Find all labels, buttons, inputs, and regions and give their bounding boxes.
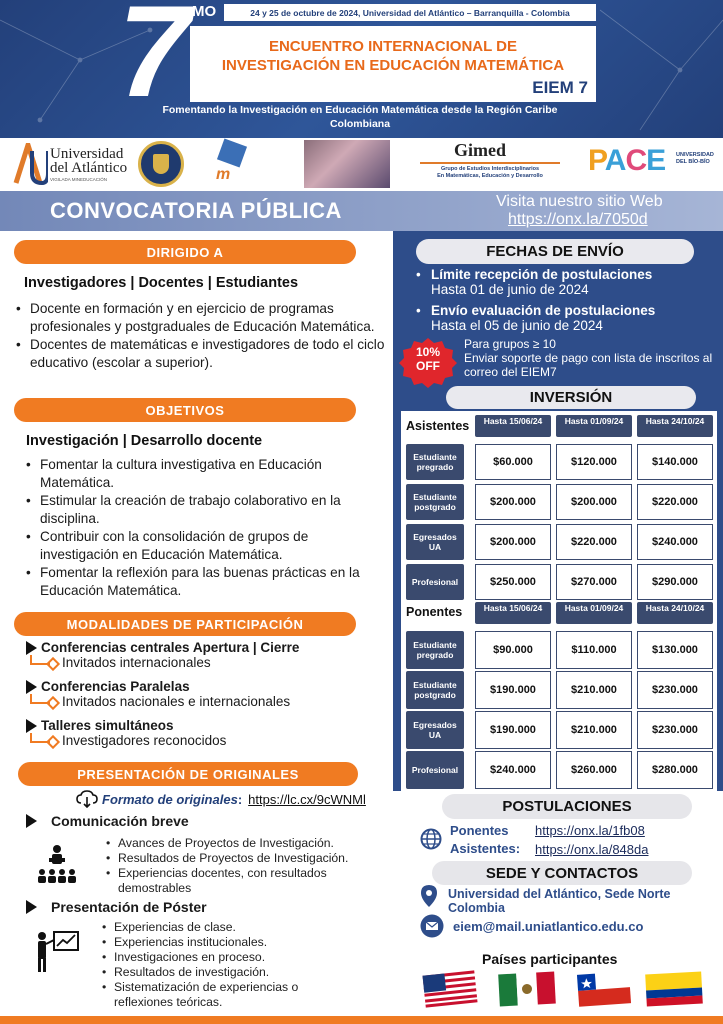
gimed-logo (420, 140, 560, 186)
gimed-sub1: Grupo de Estudios Interdisciplinarios (440, 166, 540, 172)
price-cell: $240.000 (475, 751, 551, 789)
uniatlantico-logo (12, 143, 130, 185)
list-item: • Experiencias institucionales. (100, 935, 360, 950)
row-label: Estudiante postgrado (406, 671, 464, 709)
list-item: • Resultados de Proyectos de Investigación. (104, 851, 394, 866)
price-cell: $60.000 (475, 444, 551, 480)
header-banner (0, 0, 723, 138)
fechas-header: FECHAS DE ENVÍO (416, 239, 694, 264)
list-item: • Fomentar la cultura investigativa en Educación Matemática. (24, 456, 374, 492)
list-item: • Sistematización de experiencias o reflexiones teóricas. (100, 980, 360, 1010)
convocatoria-title: CONVOCATORIA PÚBLICA (50, 198, 342, 223)
row-label: Egresados UA (406, 524, 464, 560)
objetivos-header: OBJETIVOS (14, 398, 356, 422)
price-cell: $280.000 (637, 751, 713, 789)
price-cell: $210.000 (556, 671, 632, 709)
asistentes-link-label: Asistentes: (450, 841, 521, 856)
price-cell: $260.000 (556, 751, 632, 789)
event-title-line2: INVESTIGACIÓN EN EDUCACIÓN MATEMÁTICA (221, 57, 565, 74)
modalidad-sub: Investigadores reconocidos (62, 733, 227, 748)
price-cell: $250.000 (475, 564, 551, 600)
formato-row: Formato de originales : https://lc.cx/9cWNMl (76, 790, 366, 808)
triangle-bullet-icon (26, 900, 37, 914)
uniatlantico-line2: del Atlántico (50, 160, 128, 176)
price-cell: $190.000 (475, 711, 551, 749)
edition-number: 7 (118, 0, 191, 124)
event-title-box (190, 26, 596, 102)
sponsor-logos (0, 138, 723, 190)
ponentes-link-label: Ponentes (450, 823, 509, 838)
price-cell: $200.000 (475, 484, 551, 520)
price-cell: $290.000 (637, 564, 713, 600)
row-label: Estudiante pregrado (406, 631, 464, 669)
price-cell: $190.000 (475, 671, 551, 709)
price-cell: $140.000 (637, 444, 713, 480)
row-label: Egresados UA (406, 711, 464, 749)
gimed-name: Gimed (454, 140, 506, 160)
price-cell: $230.000 (637, 711, 713, 749)
edition-suffix: MO (192, 3, 217, 20)
fechas-item: • Límite recepción de postulaciones Hasta 01 de junio de 2024 (416, 267, 716, 297)
biobio-name: UNIVERSIDAD DEL BÍO-BÍO (676, 152, 714, 165)
gimed-sub2: En Matemáticas, Educación y Desarrollo (437, 173, 543, 179)
objetivos-list (24, 456, 374, 600)
triangle-bullet-icon (26, 719, 37, 733)
discount-line1: Para grupos ≥ 10 (464, 337, 556, 351)
map-pin-icon (420, 884, 438, 908)
modalidad-item (26, 679, 290, 709)
modalidad-sub: Invitados internacionales (62, 655, 211, 670)
inversion-header: INVERSIÓN (446, 386, 696, 409)
website-label: Visita nuestro sitio Web (496, 193, 663, 210)
formato-label: Formato de originales (102, 791, 238, 807)
modalidad-item (26, 718, 226, 748)
uniatlantico-line1: Universidad (50, 146, 124, 162)
price-cell: $220.000 (637, 484, 713, 520)
triangle-bullet-icon (26, 641, 37, 655)
price-cell: $230.000 (637, 671, 713, 709)
address-line1: Universidad del Atlántico, Sede Norte (448, 887, 671, 901)
date-header: Hasta 15/06/24 (475, 602, 551, 624)
discount-percent: 10% (415, 345, 441, 359)
date-header: Hasta 24/10/24 (637, 602, 713, 624)
event-dates: 24 y 25 de octubre de 2024, Universidad del Atlántico – Barranquilla - Colombia (224, 4, 596, 21)
audience-presenter-icon (36, 844, 78, 886)
event-title-line1: ENCUENTRO INTERNACIONAL DE (268, 38, 518, 55)
cloud-download-icon (76, 790, 98, 808)
address-line2: Colombia (448, 901, 505, 915)
asistentes-link[interactable]: https://onx.la/848da (535, 842, 649, 857)
list-item: • Docentes de matemáticas e investigadores de todo el ciclo educativo (escolar a superior). (14, 336, 389, 372)
price-cell: $130.000 (637, 631, 713, 669)
date-header: Hasta 24/10/24 (637, 415, 713, 437)
list-item: • Contribuir con la consolidación de grupos de investigación en Educación Matemática. (24, 528, 374, 564)
fechas-item-date: Hasta el 05 de junio de 2024 (431, 318, 603, 333)
list-item: • Investigaciones en proceso. (100, 950, 360, 965)
event-acronym: EIEM 7 (532, 78, 588, 97)
discount-off: OFF (416, 359, 440, 373)
modalidad-title: Conferencias centrales Apertura | Cierre (41, 640, 300, 655)
row-label: Estudiante pregrado (406, 444, 464, 480)
chile-flag-icon (574, 967, 634, 1011)
poster-row (26, 899, 207, 915)
presentacion-header: PRESENTACIÓN DE ORIGINALES (18, 762, 358, 786)
price-cell: $200.000 (556, 484, 632, 520)
event-subtitle: Fomentando la Investigación en Educación Matemática desde la Región Caribe Colombiana (162, 104, 558, 130)
list-item: • Experiencias docentes, con resultados demostrables (104, 866, 394, 896)
pace-biobio-logo: PACE UNIVERSIDAD DEL BÍO-BÍO (588, 144, 714, 177)
list-item: • Experiencias de clase. (100, 920, 360, 935)
price-cell: $110.000 (556, 631, 632, 669)
objetivos-headline: Investigación | Desarrollo docente (26, 433, 263, 449)
list-item: • Resultados de investigación. (100, 965, 360, 980)
arrow-elbow-icon (30, 735, 56, 747)
convocatoria-banner (0, 191, 723, 231)
row-label: Profesional (406, 751, 464, 789)
arrow-elbow-icon (30, 657, 56, 669)
modalidad-item (26, 640, 299, 670)
comunicacion-list (104, 836, 394, 896)
discount-line2: Enviar soporte de pago con lista de inscritos al correo del EIEM7 (464, 351, 713, 379)
fechas-item: • Envío evaluación de postulaciones Hasta el 05 de junio de 2024 (416, 303, 716, 333)
list-item: • Docente en formación y en ejercicio de programas profesionales y postgraduales de Educación Matemática. (14, 300, 389, 336)
row-label: Estudiante postgrado (406, 484, 464, 520)
modalidad-title: Talleres simultáneos (41, 718, 174, 733)
price-cell: $240.000 (637, 524, 713, 560)
globe-icon (420, 828, 442, 850)
website-link[interactable]: https://onx.la/7050d (508, 211, 648, 228)
arrow-elbow-icon (30, 696, 56, 708)
colombia-flag-icon (642, 967, 706, 1011)
dirigido-list (14, 300, 389, 372)
modalidad-title: Conferencias Paralelas (41, 679, 190, 694)
usa-flag-icon (420, 967, 480, 1011)
contact-email-link[interactable]: eiem@mail.uniatlantico.edu.co (453, 919, 644, 934)
asistentes-label: Asistentes (406, 419, 470, 433)
list-item: • Estimular la creación de trabajo colaborativo en la disciplina. (24, 492, 374, 528)
event-photo (304, 140, 390, 188)
dirigido-headline: Investigadores | Docentes | Estudiantes (24, 275, 299, 291)
address (448, 887, 671, 915)
sede-header: SEDE Y CONTACTOS (432, 861, 692, 885)
poster-presenter-icon (34, 930, 80, 974)
poster-list (100, 920, 360, 1010)
fechas-item-date: Hasta 01 de junio de 2024 (431, 282, 589, 297)
pricing-table (401, 411, 717, 791)
triangle-bullet-icon (26, 814, 37, 828)
email-icon (420, 914, 444, 938)
price-cell: $220.000 (556, 524, 632, 560)
ponentes-link[interactable]: https://onx.la/1fb08 (535, 823, 645, 838)
formato-link[interactable]: https://lc.cx/9cWNMl (248, 791, 366, 807)
fechas-item-title: Envío evaluación de postulaciones (431, 303, 656, 318)
row-label: Profesional (406, 564, 464, 600)
price-cell: $90.000 (475, 631, 551, 669)
price-cell: $210.000 (556, 711, 632, 749)
paises-title: Países participantes (482, 951, 618, 967)
discount-badge-text (399, 345, 457, 373)
postulaciones-header: POSTULACIONES (442, 794, 692, 819)
fechas-item-title: Límite recepción de postulaciones (431, 267, 653, 282)
modalidad-sub: Invitados nacionales e internacionales (62, 694, 291, 709)
mexico-flag-icon (496, 967, 558, 1011)
list-item: • Avances de Proyectos de Investigación. (104, 836, 394, 851)
date-header: Hasta 01/09/24 (556, 415, 632, 437)
uniatlantico-tag: VIGILADA MINEDUCACIÓN (50, 177, 108, 182)
date-header: Hasta 01/09/24 (556, 602, 632, 624)
list-item: • Fomentar la reflexión para las buenas prácticas en la Educación Matemática. (24, 564, 374, 600)
footer-bar (0, 1016, 723, 1024)
poster-title: Presentación de Póster (51, 899, 207, 915)
faculty-seal-logo (138, 141, 184, 187)
date-header: Hasta 15/06/24 (475, 415, 551, 437)
ponentes-label: Ponentes (406, 605, 463, 619)
triangle-bullet-icon (26, 680, 37, 694)
discount-info (464, 337, 714, 379)
dirigido-header: DIRIGIDO A (14, 240, 356, 264)
price-cell: $270.000 (556, 564, 632, 600)
comunicacion-row (26, 813, 189, 829)
price-cell: $120.000 (556, 444, 632, 480)
comunicacion-title: Comunicación breve (51, 813, 189, 829)
price-cell: $200.000 (475, 524, 551, 560)
modalidades-header: MODALIDADES DE PARTICIPACIÓN (14, 612, 356, 636)
math-group-logo: m (216, 142, 250, 186)
